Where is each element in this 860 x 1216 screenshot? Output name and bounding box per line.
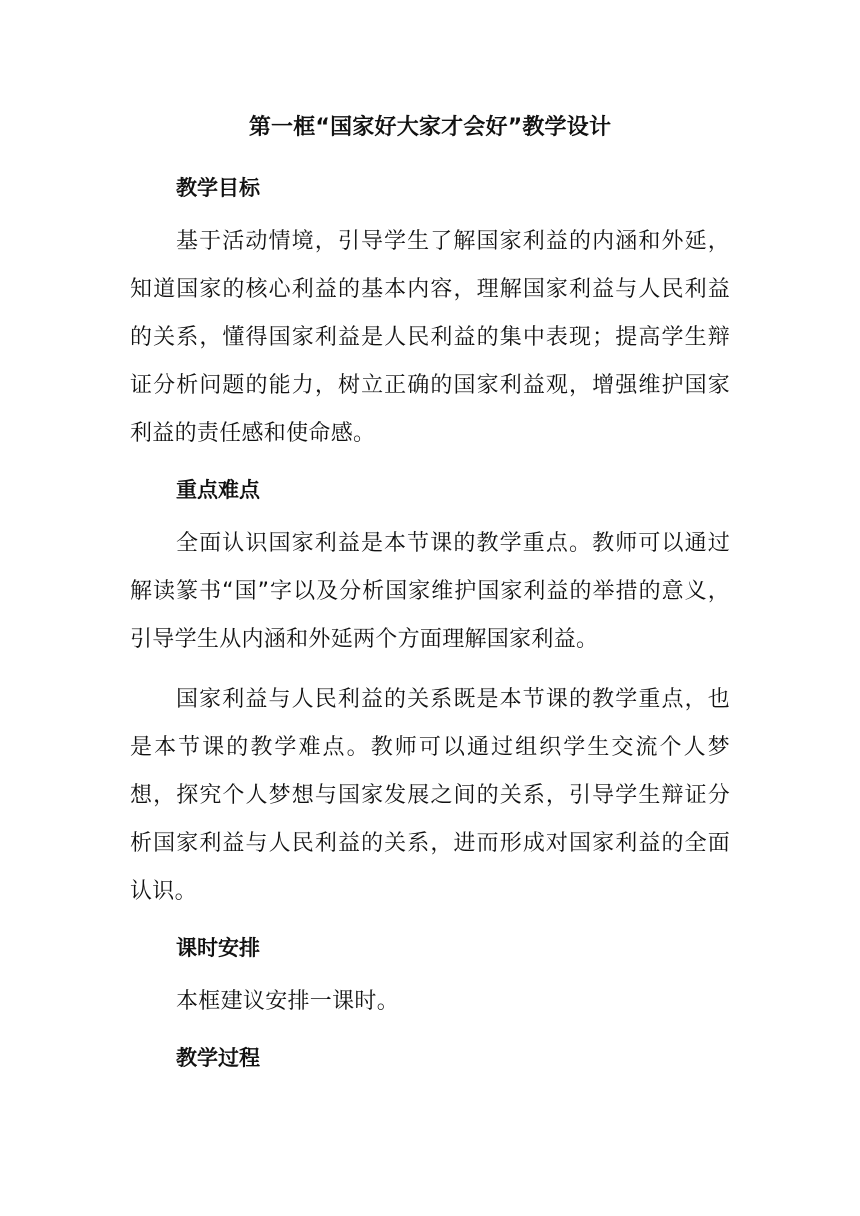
spacer [130, 148, 730, 168]
schedule-paragraph: 本框建议安排一课时。 [176, 989, 400, 1014]
section-heading-schedule: 课时安排 [176, 936, 260, 960]
spacer [130, 664, 730, 676]
spacer [130, 208, 730, 218]
spacer [130, 1026, 730, 1038]
key-points-paragraph-2: 国家利益与人民利益的关系既是本节课的教学重点，也是本节课的教学难点。教师可以通过组织学生交流个人梦想，探究个人梦想与国家发展之间的关系，引导学生辩证分析国家利益与人民利益的关系，进而形成对国家利益的全面认识。 [130, 687, 730, 904]
spacer [130, 968, 730, 978]
section-heading-objectives: 教学目标 [176, 176, 260, 200]
objectives-paragraph: 基于活动情境，引导学生了解国家利益的内涵和外延，知道国家的核心利益的基本内容，理解国家利益与人民利益的关系，懂得国家利益是人民利益的集中表现；提高学生辩证分析问题的能力，树立正确的国家利益观，增强维护国家利益的责任感和使命感。 [130, 229, 730, 446]
spacer [130, 458, 730, 470]
spacer [130, 916, 730, 928]
section-heading-process: 教学过程 [176, 1046, 260, 1070]
document-body [130, 108, 730, 1078]
section-heading-key-points: 重点难点 [176, 478, 260, 502]
spacer [130, 510, 730, 520]
key-points-paragraph-1: 全面认识国家利益是本节课的教学重点。教师可以通过解读篆书“国”字以及分析国家维护国家利益的举措的意义，引导学生从内涵和外延两个方面理解国家利益。 [130, 531, 730, 652]
document-title: 第一框“国家好大家才会好”教学设计 [248, 115, 612, 140]
